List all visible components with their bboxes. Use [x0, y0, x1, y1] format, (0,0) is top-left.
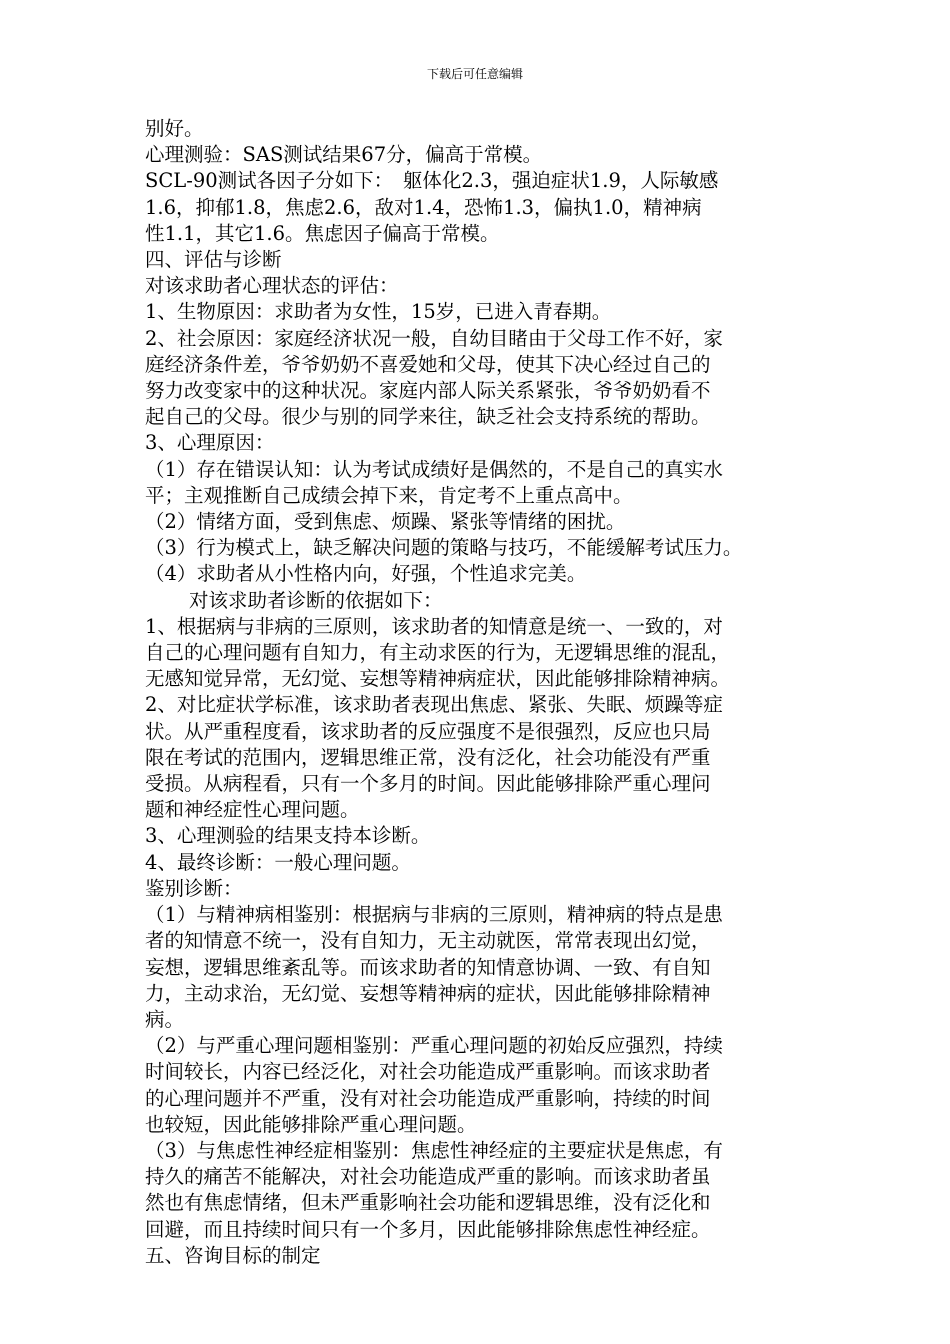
text-line: 努力改变家中的这种状况。家庭内部人际关系紧张，爷爷奶奶看不 [145, 379, 711, 403]
text-line: 然也有焦虑情绪，但未严重影响社会功能和逻辑思维，没有泛化和 [145, 1191, 711, 1215]
text-line: 力，主动求治，无幻觉、妄想等精神病的症状，因此能够排除精神 [145, 981, 711, 1005]
text-line: 鉴别诊断： [145, 876, 243, 900]
text-line: 2、对比症状学标准，该求助者表现出焦虑、紧张、失眠、烦躁等症 [145, 693, 723, 717]
text-line: （2）与严重心理问题相鉴别：严重心理问题的初始反应强烈，持续 [145, 1034, 723, 1058]
text-line: 1.6，抑郁1.8，焦虑2.6，敌对1.4，恐怖1.3，偏执1.0，精神病 [145, 195, 702, 219]
text-line: 妄想，逻辑思维紊乱等。而该求助者的知情意协调、一致、有自知 [145, 955, 711, 979]
text-line: 起自己的父母。很少与别的同学来往，缺乏社会支持系统的帮助。 [145, 405, 711, 429]
text-line: （3）行为模式上，缺乏解决问题的策略与技巧，不能缓解考试压力。 [145, 536, 743, 560]
text-line: 庭经济条件差，爷爷奶奶不喜爱她和父母，使其下决心经过自己的 [145, 352, 711, 376]
text-line: 持久的痛苦不能解决，对社会功能造成严重的影响。而该求助者虽 [145, 1165, 711, 1189]
text-line: 限在考试的范围内，逻辑思维正常，没有泛化，社会功能没有严重 [145, 745, 711, 769]
text-line: 病。 [145, 1007, 185, 1031]
page-header: 下载后可任意编辑 [426, 67, 523, 81]
text-line: 1、根据病与非病的三原则，该求助者的知情意是统一、一致的，对 [145, 614, 723, 638]
text-line: （4）求助者从小性格内向，好强，个性追求完美。 [145, 562, 587, 586]
text-line: 心理测验：SAS测试结果67分，偏高于常模。 [145, 143, 543, 167]
text-line: （1）存在错误认知：认为考试成绩好是偶然的，不是自己的真实水 [145, 457, 723, 481]
text-line: 4、最终诊断：一般心理问题。 [145, 850, 411, 874]
text-line: 对该求助者心理状态的评估： [145, 274, 399, 298]
section-heading-4: 四、评估与诊断 [145, 248, 282, 272]
section-heading-5: 五、咨询目标的制定 [145, 1243, 321, 1267]
text-line: （3）与焦虑性神经症相鉴别：焦虑性神经症的主要症状是焦虑，有 [145, 1138, 723, 1162]
text-line: 回避，而且持续时间只有一个多月，因此能够排除焦虑性神经症。 [145, 1217, 711, 1241]
text-line: 1、生物原因：求助者为女性，15岁，已进入青春期。 [145, 300, 612, 324]
text-line: 也较短，因此能够排除严重心理问题。 [145, 1112, 477, 1136]
text-line: 性1.1，其它1.6。焦虑因子偏高于常模。 [145, 221, 500, 245]
text-line: 者的知情意不统一，没有自知力，无主动就医，常常表现出幻觉， [145, 929, 711, 953]
text-line: 平；主观推断自己成绩会掉下来，肯定考不上重点高中。 [145, 483, 633, 507]
subheading-diagnosis-basis: 对该求助者诊断的依据如下： [189, 588, 443, 612]
text-line: 受损。从病程看，只有一个多月的时间。因此能够排除严重心理问 [145, 772, 711, 796]
text-line: （2）情绪方面，受到焦虑、烦躁、紧张等情绪的困扰。 [145, 510, 626, 534]
text-line: 的心理问题并不严重，没有对社会功能造成严重影响，持续的时间 [145, 1086, 711, 1110]
text-line: SCL-90测试各因子分如下： 躯体化2.3，强迫症状1.9，人际敏感 [145, 169, 719, 193]
text-line: 3、心理测验的结果支持本诊断。 [145, 824, 431, 848]
text-line: 无感知觉异常，无幻觉、妄想等精神病症状，因此能够排除精神病。 [145, 667, 731, 691]
text-line: （1）与精神病相鉴别：根据病与非病的三原则，精神病的特点是患 [145, 903, 723, 927]
text-line: 状。从严重程度看，该求助者的反应强度不是很强烈，反应也只局 [145, 719, 711, 743]
text-line: 自己的心理问题有自知力，有主动求医的行为，无逻辑思维的混乱， [145, 641, 731, 665]
text-line: 时间较长，内容已经泛化，对社会功能造成严重影响。而该求助者 [145, 1060, 711, 1084]
document-body [145, 116, 815, 1269]
text-line: 2、社会原因：家庭经济状况一般，自幼目睹由于父母工作不好，家 [145, 326, 723, 350]
text-line: 3、心理原因： [145, 431, 275, 455]
text-line: 题和神经症性心理问题。 [145, 798, 360, 822]
text-line: 别好。 [145, 117, 204, 140]
